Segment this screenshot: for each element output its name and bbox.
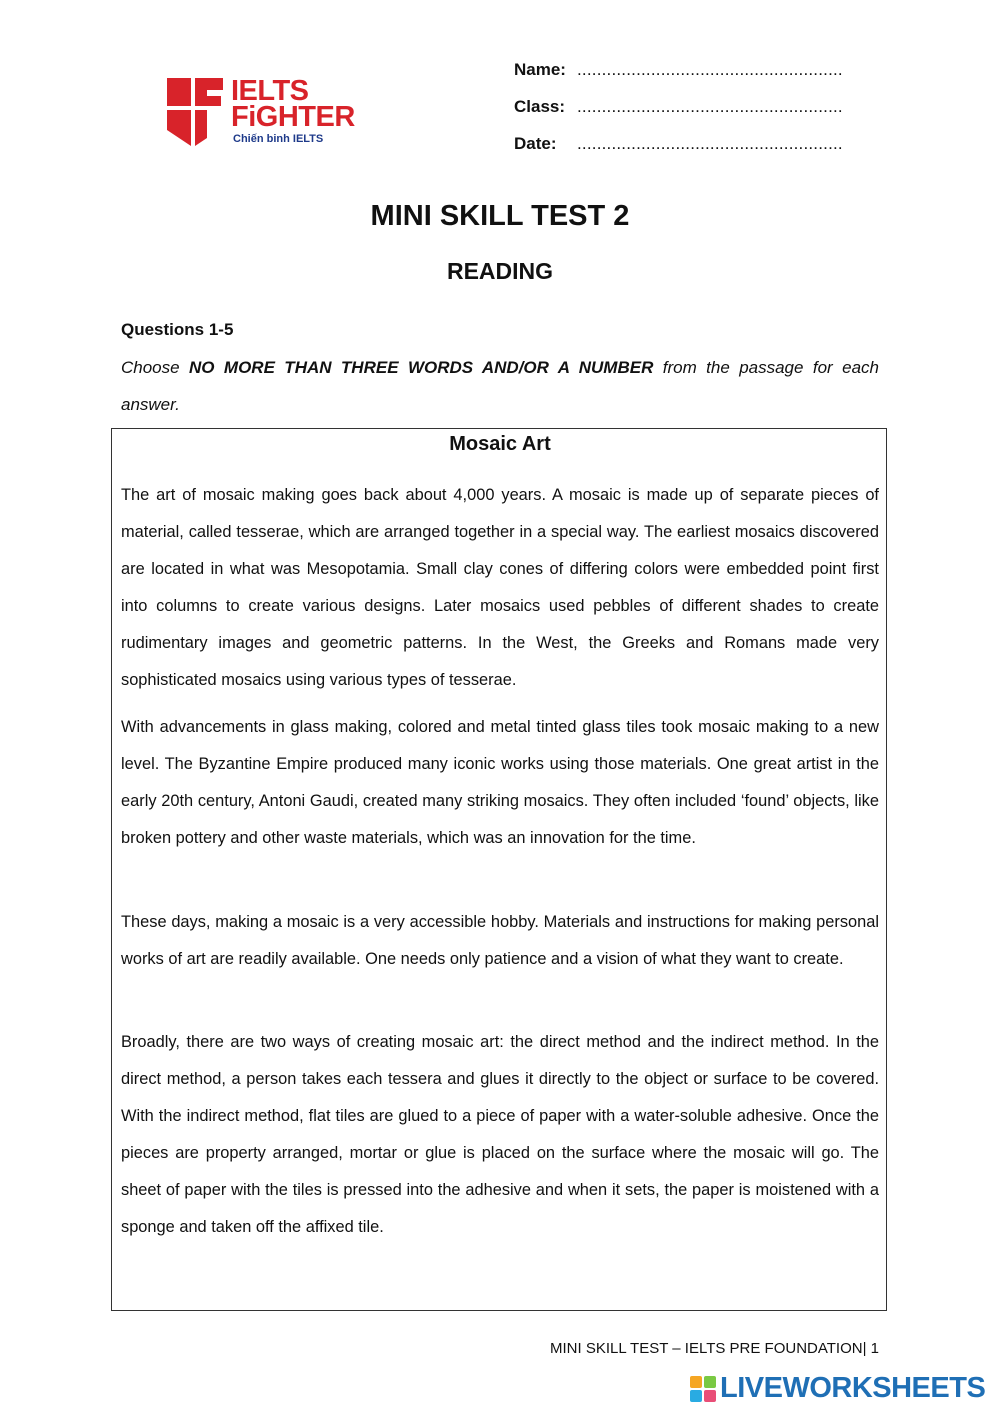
page-title: MINI SKILL TEST 2 bbox=[370, 200, 630, 232]
date-field[interactable]: ...................................................... bbox=[577, 134, 843, 153]
passage-title: Mosaic Art bbox=[449, 433, 551, 455]
logo-word-ielts: IELTS bbox=[231, 75, 309, 107]
liveworksheets-text: LIVEWORKSHEETS bbox=[720, 1372, 986, 1404]
page-subtitle: READING bbox=[446, 258, 554, 284]
passage-paragraph-4: Broadly, there are two ways of creating mosaic art: the direct method and the indirect method. In the direct method, a person takes each tessera and glues it directly to the object or surface to be covered. With the indirect method, flat tiles are glued to a piece of paper with a water-soluble adhesive. Once the pieces are property arranged, mortar or glue is placed on the surface where the mosaic will go. The sheet of paper with the tiles is pressed into the adhesive and when it sets, the paper is moistened with a sponge and taken off the affixed tile. bbox=[121, 1033, 879, 1236]
class-label: Class: bbox=[514, 97, 566, 116]
shield-logo-icon bbox=[165, 76, 225, 148]
instruction-emphasis: NO MORE THAN THREE WORDS AND/OR A NUMBER bbox=[189, 358, 654, 377]
name-field[interactable]: ...................................................... bbox=[577, 60, 843, 79]
page-footer: MINI SKILL TEST – IELTS PRE FOUNDATION| 1 bbox=[550, 1340, 879, 1357]
class-field[interactable]: ...................................................... bbox=[577, 97, 843, 116]
date-row bbox=[514, 134, 864, 171]
name-label: Name: bbox=[514, 60, 566, 79]
passage-paragraph-2: With advancements in glass making, colored and metal tinted glass tiles took mosaic making to a new level. The Byzantine Empire produced many iconic works using those materials. One great artist in the early 20th century, Antoni Gaudi, created many striking mosaics. They often included ‘found’ objects, like broken pottery and other waste materials, which was an innovation for the time. bbox=[121, 718, 879, 847]
date-label: Date: bbox=[514, 134, 557, 153]
ielts-fighter-logo bbox=[165, 76, 375, 148]
passage-paragraph-1: The art of mosaic making goes back about 4,000 years. A mosaic is made up of separate pieces of material, called tesserae, which are arranged together in a special way. The earliest mosaics discovered are located in what was Mesopotamia. Small clay cones of differing colors were embedded point first into columns to create various designs. Later mosaics used pebbles of different shades to create rudimentary images and geometric patterns. In the West, the Greeks and Romans made very sophisticated mosaics using various types of tesserae. bbox=[121, 486, 879, 689]
instruction-text bbox=[121, 349, 879, 423]
instruction-pre: Choose bbox=[121, 358, 189, 377]
liveworksheets-watermark bbox=[690, 1372, 990, 1408]
name-row bbox=[514, 60, 864, 97]
passage-paragraph-3: These days, making a mosaic is a very accessible hobby. Materials and instructions for making personal works of art are readily available. One needs only patience and a vision of what they want to create. bbox=[121, 913, 879, 968]
instruction-post: from the passage for each answer. bbox=[121, 358, 879, 414]
student-info bbox=[514, 60, 864, 171]
liveworksheets-icon bbox=[690, 1376, 718, 1404]
logo-tagline: Chiến binh IELTS bbox=[233, 133, 324, 145]
questions-heading: Questions 1-5 bbox=[121, 320, 234, 339]
logo-word-fighter: FiGHTER bbox=[231, 101, 355, 133]
class-row bbox=[514, 97, 864, 134]
